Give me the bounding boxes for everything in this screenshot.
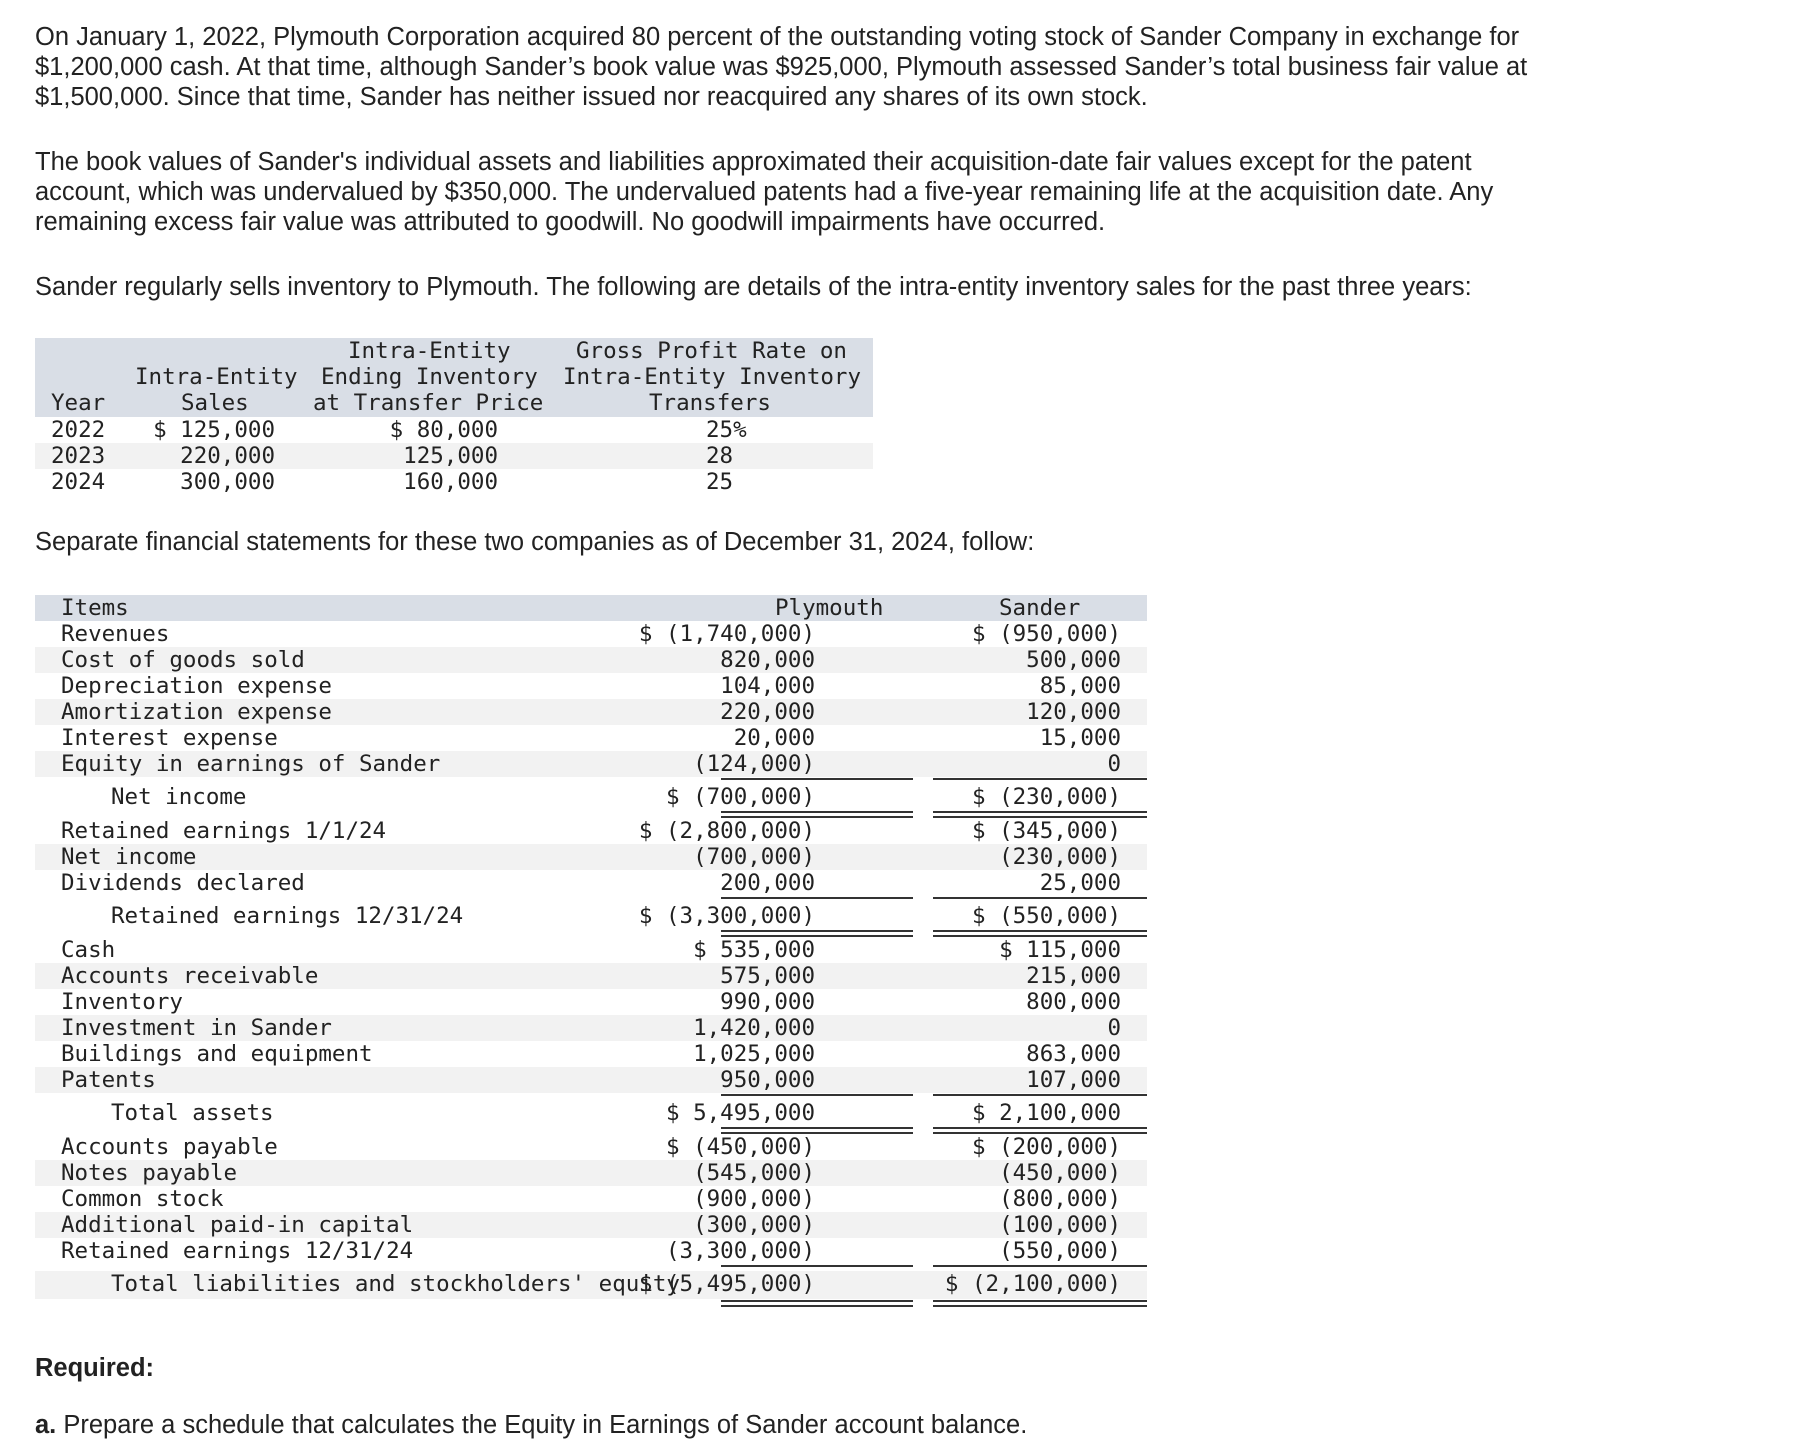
subtotal-rule <box>933 1265 1147 1267</box>
plymouth-value: 1,025,000 <box>693 1041 815 1067</box>
fin-row <box>35 621 1147 647</box>
plymouth-value: $ (1,740,000) <box>638 621 815 647</box>
fin-row <box>35 963 1147 989</box>
fin-row <box>35 751 1147 777</box>
sander-value: 800,000 <box>1026 989 1121 1015</box>
header-inventory-line3: at Transfer Price <box>313 390 544 416</box>
total-double-rule <box>933 1127 1147 1134</box>
plymouth-value: 990,000 <box>720 989 815 1015</box>
plymouth-value: 950,000 <box>720 1067 815 1093</box>
fin-table-header <box>35 595 1147 621</box>
plymouth-value: (124,000) <box>693 751 815 777</box>
plymouth-value: (545,000) <box>693 1160 815 1186</box>
fin-row <box>35 1186 1147 1212</box>
subtotal-rule <box>933 897 1147 899</box>
cell-inventory: $ 80,000 <box>389 417 498 443</box>
intro-p2-line2: account, which was undervalued by $350,000. The undervalued patents had a five-year remaining life at the acquisition date. Any <box>35 178 1494 206</box>
row-label: Equity in earnings of Sander <box>61 751 441 777</box>
cell-gp-rate: 28 <box>706 443 734 469</box>
cell-year: 2022 <box>51 417 106 443</box>
cell-inventory: 125,000 <box>403 443 498 469</box>
cell-year: 2023 <box>51 443 106 469</box>
sander-value: $ (950,000) <box>971 621 1121 647</box>
plymouth-value: 104,000 <box>720 673 815 699</box>
header-items: Items <box>61 595 129 621</box>
subtotal-rule <box>721 897 913 899</box>
header-sales-line2: Sales <box>181 390 249 416</box>
sander-value: (550,000) <box>999 1238 1121 1264</box>
plymouth-value: $ (450,000) <box>665 1134 815 1160</box>
sander-value: 0 <box>1107 751 1121 777</box>
row-label: Inventory <box>61 989 183 1015</box>
plymouth-value: 1,420,000 <box>693 1015 815 1041</box>
row-label: Total liabilities and stockholders' equity <box>111 1271 680 1297</box>
plymouth-value: (700,000) <box>693 844 815 870</box>
required-heading: Required: <box>35 1354 155 1382</box>
fin-row <box>35 1041 1147 1067</box>
fin-row <box>35 937 1147 963</box>
total-double-rule <box>721 1127 913 1134</box>
fin-row <box>35 870 1147 896</box>
plymouth-value: (900,000) <box>693 1186 815 1212</box>
subtotal-rule <box>721 1094 913 1096</box>
subtotal-rule <box>721 778 913 780</box>
sander-value: $ (2,100,000) <box>944 1271 1121 1297</box>
plymouth-value: $ 5,495,000 <box>665 1100 815 1126</box>
fin-row <box>35 725 1147 751</box>
fin-row-subtotal <box>35 1100 1147 1126</box>
fin-row <box>35 1238 1147 1264</box>
header-sander: Sander <box>999 595 1081 621</box>
row-label: Additional paid-in capital <box>61 1212 414 1238</box>
total-double-rule <box>721 1300 913 1307</box>
intro-paragraph-3: Sander regularly sells inventory to Plymouth. The following are details of the intra-entity inventory sales for the past three years: <box>35 273 1472 301</box>
row-label: Dividends declared <box>61 870 305 896</box>
fin-row <box>35 1067 1147 1093</box>
fin-row <box>35 673 1147 699</box>
plymouth-value: 200,000 <box>720 870 815 896</box>
header-inventory-line1: Intra-Entity <box>348 338 511 364</box>
plymouth-value: (300,000) <box>693 1212 815 1238</box>
total-double-rule <box>933 811 1147 818</box>
row-label: Depreciation expense <box>61 673 332 699</box>
intra-entity-sales-table <box>35 338 873 495</box>
sander-value: $ 2,100,000 <box>971 1100 1121 1126</box>
plymouth-value: (3,300,000) <box>665 1238 815 1264</box>
fin-row <box>35 818 1147 844</box>
sander-value: $ (230,000) <box>971 784 1121 810</box>
sander-value: (800,000) <box>999 1186 1121 1212</box>
fin-row <box>35 1160 1147 1186</box>
sander-value: 85,000 <box>1039 673 1121 699</box>
header-gp-line3: Transfers <box>649 390 771 416</box>
intro-p2-line3: remaining excess fair value was attributed to goodwill. No goodwill impairments have occurred. <box>35 208 1106 236</box>
sander-value: 215,000 <box>1026 963 1121 989</box>
fin-row-subtotal <box>35 903 1147 929</box>
plymouth-value: 20,000 <box>733 725 815 751</box>
row-label: Patents <box>61 1067 156 1093</box>
fin-row <box>35 844 1147 870</box>
plymouth-value: $ (2,800,000) <box>638 818 815 844</box>
row-label: Net income <box>61 844 197 870</box>
row-label: Retained earnings 12/31/24 <box>111 903 464 929</box>
sander-value: $ (345,000) <box>971 818 1121 844</box>
sander-value: 15,000 <box>1039 725 1121 751</box>
sales-table-row <box>35 469 873 495</box>
header-inventory-line2: Ending Inventory <box>321 364 538 390</box>
plymouth-value: $ (700,000) <box>665 784 815 810</box>
row-label: Common stock <box>61 1186 224 1212</box>
cell-inventory: 160,000 <box>403 469 498 495</box>
cell-sales: $ 125,000 <box>153 417 275 443</box>
row-label: Accounts receivable <box>61 963 319 989</box>
sander-value: $ (200,000) <box>971 1134 1121 1160</box>
plymouth-value: $ (3,300,000) <box>638 903 815 929</box>
row-label: Investment in Sander <box>61 1015 332 1041</box>
fin-row-subtotal <box>35 784 1147 810</box>
fin-row <box>35 647 1147 673</box>
requirement-a <box>35 1410 1027 1440</box>
intro-p1-line2: $1,200,000 cash. At that time, although Sander’s book value was $925,000, Plymouth assessed Sander’s total business fair value at <box>35 53 1528 81</box>
total-double-rule <box>933 1300 1147 1307</box>
intro-p1-line3: $1,500,000. Since that time, Sander has neither issued nor reacquired any shares of its own stock. <box>35 83 1148 111</box>
cell-sales: 300,000 <box>180 469 275 495</box>
plymouth-value: 575,000 <box>720 963 815 989</box>
row-label: Accounts payable <box>61 1134 278 1160</box>
row-label: Cash <box>61 937 116 963</box>
cell-sales: 220,000 <box>180 443 275 469</box>
sales-table-row <box>35 443 873 469</box>
fin-row <box>35 989 1147 1015</box>
row-label: Retained earnings 1/1/24 <box>61 818 387 844</box>
sander-value: (450,000) <box>999 1160 1121 1186</box>
row-label: Amortization expense <box>61 699 332 725</box>
row-label: Total assets <box>111 1100 274 1126</box>
intro-paragraph-2 <box>35 147 1635 237</box>
fin-row <box>35 1134 1147 1160</box>
sander-value: 863,000 <box>1026 1041 1121 1067</box>
fin-row <box>35 1212 1147 1238</box>
sales-table-row <box>35 417 873 443</box>
row-label: Net income <box>111 784 247 810</box>
header-gp-line2: Intra-Entity Inventory <box>563 364 862 390</box>
total-double-rule <box>721 811 913 818</box>
total-double-rule <box>721 930 913 937</box>
header-sales-line1: Intra-Entity <box>135 364 298 390</box>
sander-value: $ 115,000 <box>999 937 1121 963</box>
requirement-a-text: Prepare a schedule that calculates the Equity in Earnings of Sander account balance. <box>63 1411 1028 1439</box>
intro-p2-line1: The book values of Sander's individual assets and liabilities approximated their acquisition-date fair values except for the patent <box>35 148 1472 176</box>
cell-year: 2024 <box>51 469 106 495</box>
sander-value: $ (550,000) <box>971 903 1121 929</box>
intro-p1-line1: On January 1, 2022, Plymouth Corporation acquired 80 percent of the outstanding voting stock of Sander Company in exchange for <box>35 23 1520 51</box>
plymouth-value: $ (5,495,000) <box>638 1271 815 1297</box>
sales-table-header <box>35 338 873 417</box>
intro-paragraph-4: Separate financial statements for these two companies as of December 31, 2024, follow: <box>35 528 1035 556</box>
row-label: Notes payable <box>61 1160 238 1186</box>
fin-row-subtotal <box>35 1271 1147 1299</box>
sander-value: 120,000 <box>1026 699 1121 725</box>
plymouth-value: $ 535,000 <box>693 937 815 963</box>
row-label: Buildings and equipment <box>61 1041 373 1067</box>
subtotal-rule <box>933 1094 1147 1096</box>
header-year: Year <box>51 390 106 416</box>
sander-value: 25,000 <box>1039 870 1121 896</box>
sander-value: 500,000 <box>1026 647 1121 673</box>
row-label: Interest expense <box>61 725 278 751</box>
sander-value: (100,000) <box>999 1212 1121 1238</box>
plymouth-value: 820,000 <box>720 647 815 673</box>
header-plymouth: Plymouth <box>775 595 884 621</box>
total-double-rule <box>933 930 1147 937</box>
fin-row <box>35 1015 1147 1041</box>
cell-gp-rate: 25% <box>706 417 747 443</box>
sander-value: (230,000) <box>999 844 1121 870</box>
subtotal-rule <box>933 778 1147 780</box>
sander-value: 0 <box>1107 1015 1121 1041</box>
header-gp-line1: Gross Profit Rate on <box>576 338 847 364</box>
row-label: Cost of goods sold <box>61 647 305 673</box>
sander-value: 107,000 <box>1026 1067 1121 1093</box>
intro-paragraph-1 <box>35 22 1635 112</box>
row-label: Retained earnings 12/31/24 <box>61 1238 414 1264</box>
fin-row <box>35 699 1147 725</box>
cell-gp-rate: 25 <box>706 469 734 495</box>
row-label: Revenues <box>61 621 170 647</box>
subtotal-rule <box>721 1265 913 1267</box>
plymouth-value: 220,000 <box>720 699 815 725</box>
requirement-a-label: a. <box>35 1411 57 1439</box>
